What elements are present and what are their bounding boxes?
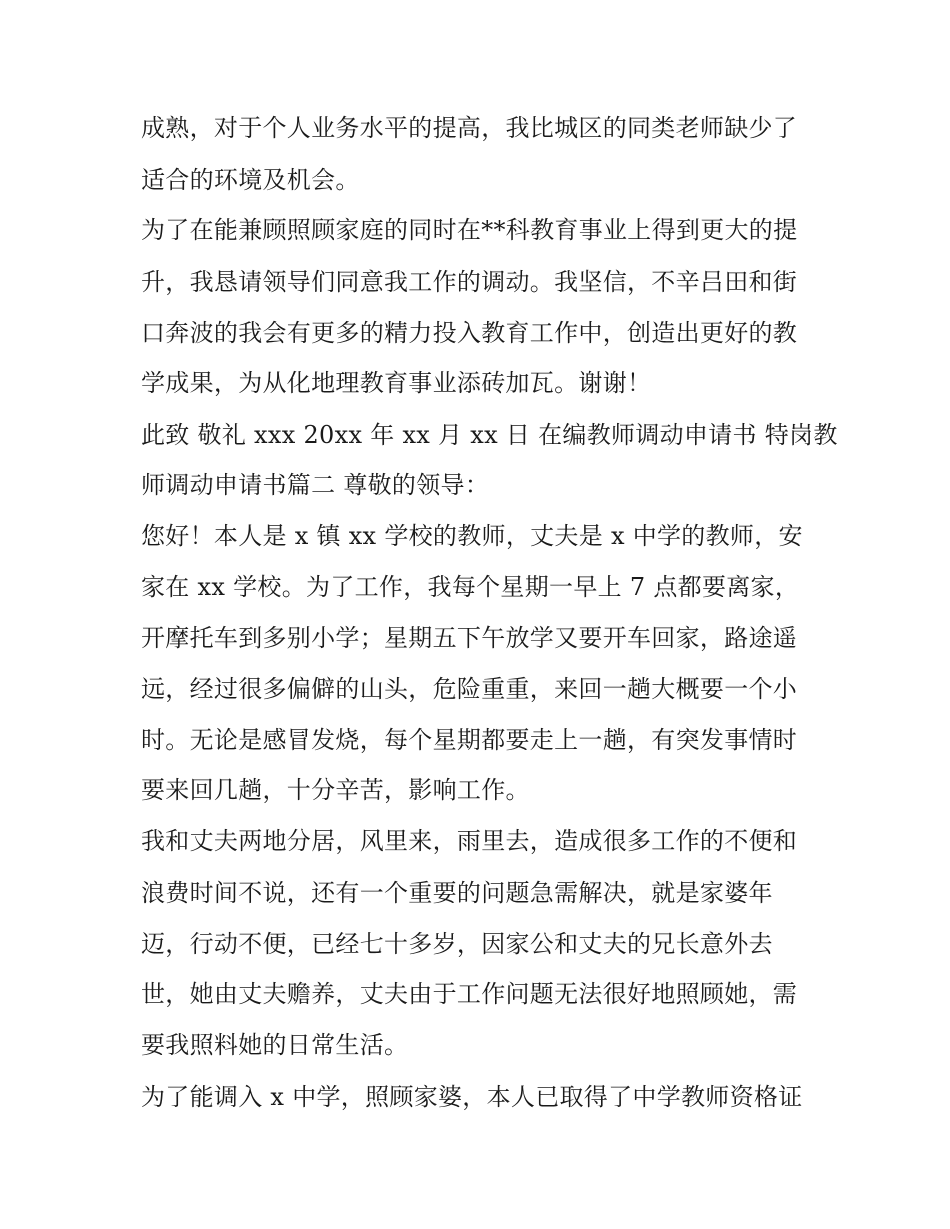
text-line: 适合的环境及机会。 xyxy=(141,166,360,194)
text-line: 要来回几趟，十分辛苦，影响工作。 xyxy=(141,776,530,804)
text-line: 浪费时间不说，还有一个重要的问题急需解决，就是家婆年 xyxy=(141,879,773,907)
text-line: 时。无论是感冒发烧，每个星期都要走上一趟，有突发事情时 xyxy=(141,726,798,754)
text-line: 开摩托车到多别小学；星期五下午放学又要开车回家，路途遥 xyxy=(141,624,798,652)
text-line: 远，经过很多偏僻的山头，危险重重，来回一趟大概要一个小 xyxy=(141,675,798,703)
text-line: 学成果，为从化地理教育事业添砖加瓦。谢谢！ xyxy=(141,369,652,397)
text-line: 为了在能兼顾照顾家庭的同时在**科教育事业上得到更大的提 xyxy=(141,216,798,244)
text-line: 您好！本人是 x 镇 xx 学校的教师，丈夫是 x 中学的教师，安 xyxy=(141,522,803,550)
text-line: 为了能调入 x 中学，照顾家婆，本人已取得了中学教师资格证 xyxy=(141,1083,803,1111)
text-line: 此致 敬礼 xxx 20xx 年 xx 月 xx 日 在编教师调动申请书 特岗教 xyxy=(141,421,838,449)
text-line: 我和丈夫两地分居，风里来，雨里去，造成很多工作的不便和 xyxy=(141,827,798,855)
text-line: 世，她由丈夫赡养，丈夫由于工作问题无法很好地照顾她，需 xyxy=(141,980,798,1008)
text-line: 师调动申请书篇二 尊敬的领导： xyxy=(141,471,490,499)
text-line: 口奔波的我会有更多的精力投入教育工作中，创造出更好的教 xyxy=(141,319,798,347)
text-line: 要我照料她的日常生活。 xyxy=(141,1031,409,1059)
text-line: 成熟，对于个人业务水平的提高，我比城区的同类老师缺少了 xyxy=(141,114,798,142)
text-line: 迈，行动不便，已经七十多岁，因家公和丈夫的兄长意外去 xyxy=(141,930,773,958)
text-line: 升，我恳请领导们同意我工作的调动。我坚信，不辛吕田和街 xyxy=(141,268,798,296)
text-line: 家在 xx 学校。为了工作，我每个星期一早上 7 点都要离家， xyxy=(141,573,800,601)
